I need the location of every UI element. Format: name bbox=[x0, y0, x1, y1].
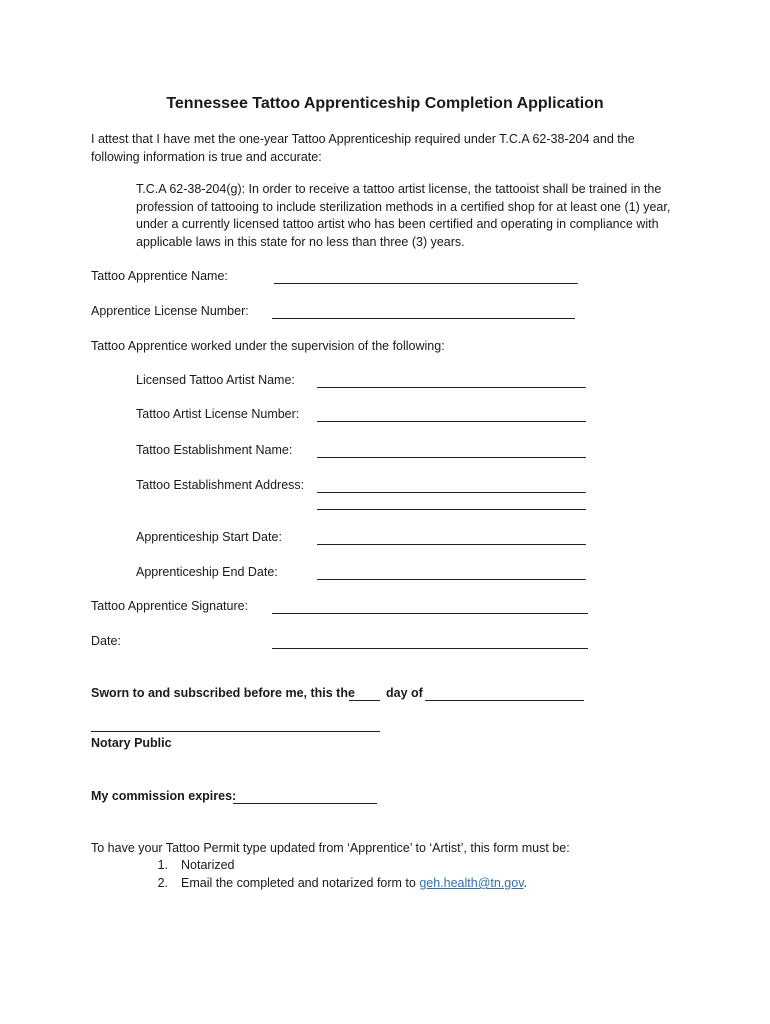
establishment-name-label: Tattoo Establishment Name: bbox=[136, 443, 293, 457]
instructions-lead: To have your Tattoo Permit type updated from ‘Apprentice’ to ‘Artist’, this form must be: bbox=[91, 841, 570, 855]
end-date-field[interactable] bbox=[317, 579, 586, 580]
supervision-intro: Tattoo Apprentice worked under the supervision of the following: bbox=[91, 339, 445, 353]
sworn-month-field[interactable] bbox=[425, 700, 584, 701]
start-date-field[interactable] bbox=[317, 544, 586, 545]
artist-license-label: Tattoo Artist License Number: bbox=[136, 407, 300, 421]
end-date-label: Apprenticeship End Date: bbox=[136, 565, 278, 579]
sworn-statement-day-of: day of bbox=[386, 686, 423, 700]
establishment-address-label: Tattoo Establishment Address: bbox=[136, 478, 305, 492]
establishment-address-field-line2[interactable] bbox=[317, 509, 586, 510]
instruction-number: 1. bbox=[157, 858, 168, 872]
apprentice-name-label: Tattoo Apprentice Name: bbox=[91, 269, 228, 283]
signature-label: Tattoo Apprentice Signature: bbox=[91, 599, 249, 613]
signature-field[interactable] bbox=[272, 613, 588, 614]
date-field[interactable] bbox=[272, 648, 588, 649]
notary-public-label: Notary Public bbox=[91, 736, 172, 750]
sworn-day-field[interactable] bbox=[349, 700, 380, 701]
establishment-name-field[interactable] bbox=[317, 457, 586, 458]
statute-paragraph: T.C.A 62-38-204(g): In order to receive a tattoo artist license, the tattooist shall be trained in the profession of tattooing to include sterilization methods in a certified shop for at least one (1) year, under a currently licensed tattoo artist who has been certified and operating in compliance with applicable laws in this state for no less than three (3) years. bbox=[136, 182, 671, 249]
instruction-item-email bbox=[181, 875, 527, 892]
page-title: Tennessee Tattoo Apprenticeship Completion Application bbox=[166, 95, 604, 112]
apprentice-license-field[interactable] bbox=[272, 318, 575, 319]
artist-name-label: Licensed Tattoo Artist Name: bbox=[136, 373, 295, 387]
email-link[interactable]: geh.health@tn.gov bbox=[419, 876, 524, 890]
artist-license-field[interactable] bbox=[317, 421, 586, 422]
attestation-paragraph: I attest that I have met the one-year Tattoo Apprenticeship required under T.C.A 62-38-204 and the following information is true and accurate: bbox=[91, 132, 635, 164]
commission-expires-field[interactable] bbox=[233, 803, 377, 804]
instruction-item-email-suffix: . bbox=[523, 876, 528, 890]
notary-signature-field[interactable] bbox=[91, 731, 380, 732]
sworn-statement-prefix: Sworn to and subscribed before me, this the bbox=[91, 686, 355, 700]
artist-name-field[interactable] bbox=[317, 387, 586, 388]
apprentice-license-label: Apprentice License Number: bbox=[91, 304, 249, 318]
commission-expires-label: My commission expires: bbox=[91, 789, 237, 803]
instruction-number: 2. bbox=[157, 876, 168, 890]
start-date-label: Apprenticeship Start Date: bbox=[136, 530, 282, 544]
date-label: Date: bbox=[91, 634, 121, 648]
instruction-item-email-text: Email the completed and notarized form to bbox=[181, 876, 420, 890]
apprentice-name-field[interactable] bbox=[274, 283, 578, 284]
establishment-address-field-line1[interactable] bbox=[317, 492, 586, 493]
instruction-item-notarized: Notarized bbox=[181, 858, 235, 872]
